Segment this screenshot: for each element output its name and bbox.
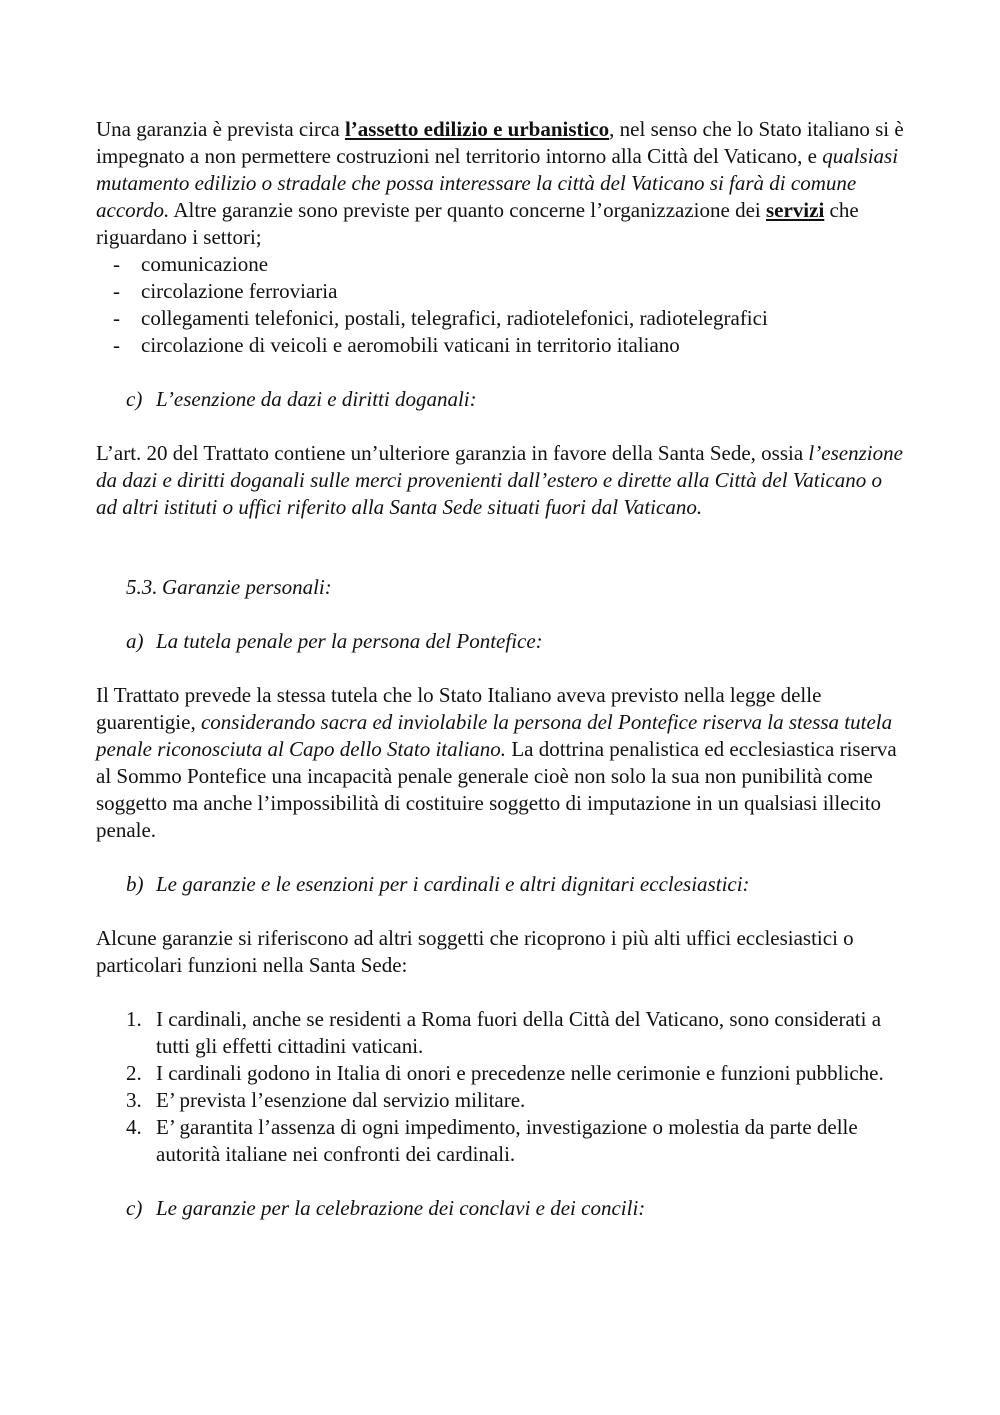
text-run: , nel senso che lo Stato italiano si è impegnato a non permettere costruzioni nel territorio intorno alla Città del Vaticano, e xyxy=(96,117,904,168)
dash-marker: - xyxy=(113,252,120,276)
text-run: che riguardano i settori; xyxy=(96,198,859,249)
heading-cardinali xyxy=(96,871,906,898)
list-item xyxy=(96,305,906,332)
heading-text: Garanzie personali: xyxy=(162,575,332,599)
text-run: La dottrina penalistica ed ecclesiastica riserva al Sommo Pontefice una incapacità penale generale cioè non solo la sua non punibilità come soggetto ma anche l’impossibilità di costituire soggetto di imputazione in un qualsiasi illecito penale. xyxy=(96,737,897,842)
heading-marker: a) xyxy=(126,629,144,653)
paragraph-trattato xyxy=(96,682,906,844)
paragraph-art20 xyxy=(96,440,906,521)
list-item-text: I cardinali, anche se residenti a Roma fuori della Città del Vaticano, sono considerati a tutti gli effetti cittadini vaticani. xyxy=(156,1007,882,1058)
dash-marker: - xyxy=(113,306,120,330)
heading-text: L’esenzione da dazi e diritti doganali: xyxy=(156,387,477,411)
text-run: L’art. 20 del Trattato contiene un’ulteriore garanzia in favore della Santa Sede, ossia xyxy=(96,441,809,465)
list-number: 3. xyxy=(126,1088,142,1112)
list-item xyxy=(96,278,906,305)
bold-underlined-term: l’assetto edilizio e urbanistico xyxy=(344,117,610,141)
list-item-text: circolazione di veicoli e aeromobili vaticani in territorio italiano xyxy=(141,333,680,357)
list-item xyxy=(96,1114,906,1168)
heading-marker: c) xyxy=(126,387,143,411)
list-item-text: E’ garantita l’assenza di ogni impedimento, investigazione o molestia da parte delle autorità italiane nei confronti dei cardinali. xyxy=(156,1115,858,1166)
heading-esenzione-dazi xyxy=(96,386,906,413)
document-page xyxy=(96,116,906,1222)
list-item-text: circolazione ferroviaria xyxy=(141,279,338,303)
paragraph-alcune-garanzie: Alcune garanzie si riferiscono ad altri soggetti che ricoprono i più alti uffici ecclesiastici o particolari funzioni nella Santa Sede: xyxy=(96,926,854,977)
heading-marker: 5.3. xyxy=(126,575,158,599)
paragraph-assetto xyxy=(96,116,906,251)
heading-text: Le garanzie e le esenzioni per i cardinali e altri dignitari ecclesiastici: xyxy=(156,872,750,896)
italic-quote: considerando sacra ed inviolabile la persona del Pontefice riserva la stessa tutela penale riconosciuta al Capo dello Stato italiano. xyxy=(96,710,893,761)
italic-quote: l’esenzione da dazi e diritti doganali sulle merci provenienti dall’estero e dirette alla Città del Vaticano o ad altri istituti o uffici riferito alla Santa Sede situati fuori dal Vaticano. xyxy=(96,441,903,519)
bold-underlined-term: servizi xyxy=(765,198,825,222)
list-item xyxy=(96,251,906,278)
heading-tutela-penale xyxy=(96,628,906,655)
heading-marker: b) xyxy=(126,872,144,896)
heading-marker: c) xyxy=(126,1196,143,1220)
dash-marker: - xyxy=(113,333,120,357)
italic-quote: qualsiasi mutamento edilizio o stradale che possa interessare la città del Vaticano si farà di comune accordo. xyxy=(96,144,899,222)
text-run: Il Trattato prevede la stessa tutela che lo Stato Italiano aveva previsto nella legge delle guarentigie, xyxy=(96,683,822,734)
text-run: Altre garanzie sono previste per quanto concerne l’organizzazione dei xyxy=(169,198,766,222)
cardinals-list xyxy=(96,1006,906,1168)
list-item-text: collegamenti telefonici, postali, telegrafici, radiotelefonici, radiotelegrafici xyxy=(141,306,768,330)
services-list xyxy=(96,251,906,359)
list-number: 2. xyxy=(126,1061,142,1085)
heading-garanzie-personali xyxy=(96,574,906,601)
list-item-text: I cardinali godono in Italia di onori e precedenze nelle cerimonie e funzioni pubbliche. xyxy=(156,1061,884,1085)
list-item xyxy=(96,1006,906,1060)
heading-text: La tutela penale per la persona del Pontefice: xyxy=(156,629,543,653)
list-number: 1. xyxy=(126,1007,142,1031)
list-item-text: comunicazione xyxy=(141,252,269,276)
text-run: Una garanzia è prevista circa xyxy=(96,117,345,141)
list-item xyxy=(96,1060,906,1087)
heading-text: Le garanzie per la celebrazione dei conclavi e dei concili: xyxy=(156,1196,646,1220)
list-item-text: E’ prevista l’esenzione dal servizio militare. xyxy=(156,1088,526,1112)
list-number: 4. xyxy=(126,1115,142,1139)
list-item xyxy=(96,1087,906,1114)
heading-conclavi xyxy=(96,1195,906,1222)
dash-marker: - xyxy=(113,279,120,303)
list-item xyxy=(96,332,906,359)
